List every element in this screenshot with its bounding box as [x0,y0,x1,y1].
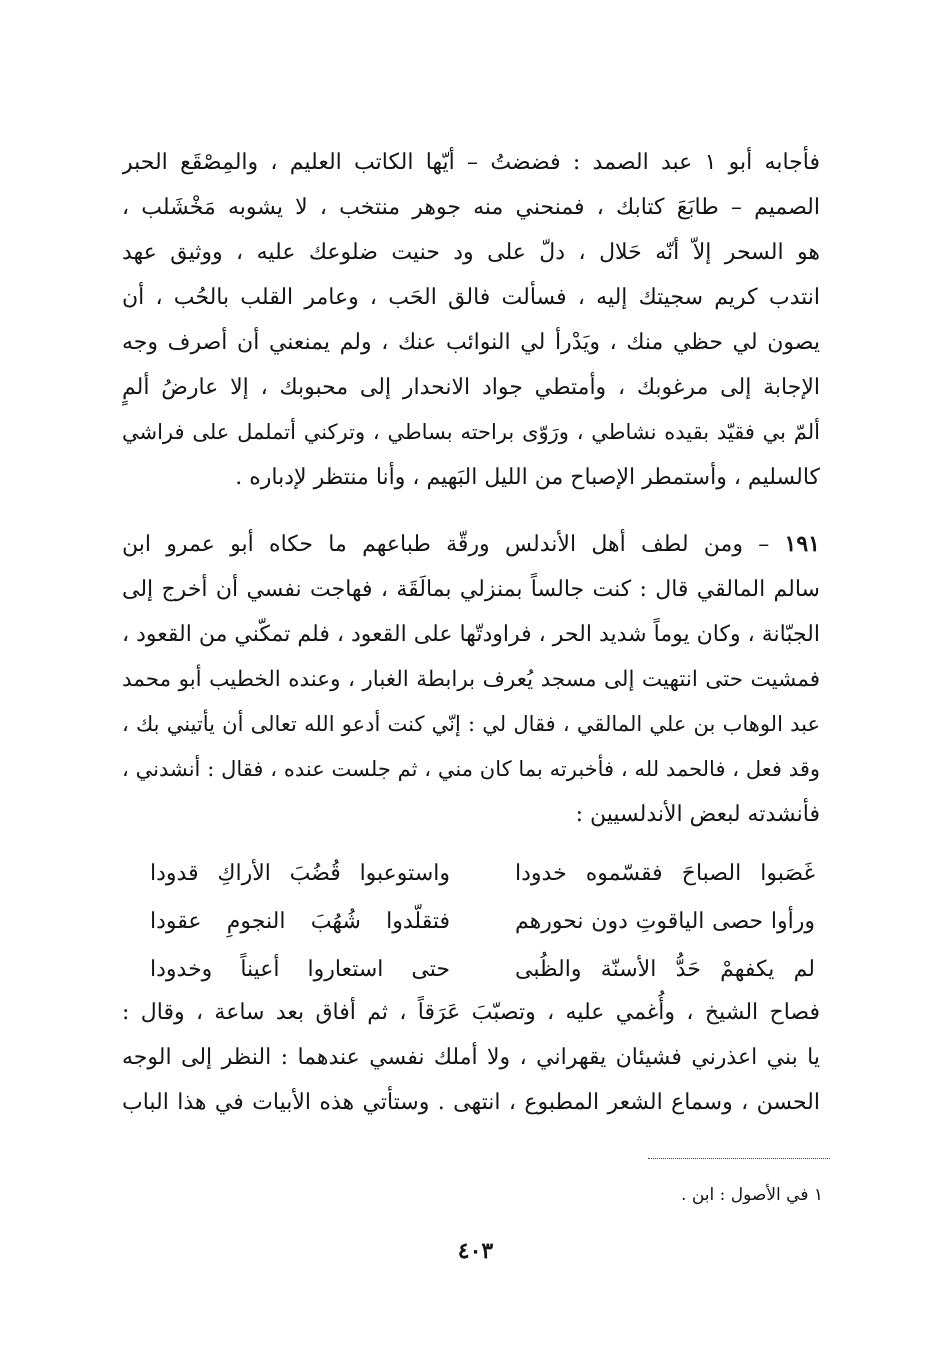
verse-first-half: لم يكفهمْ حَدُّ الأسنّة والظُبى [515,957,815,982]
text-line-body: – ومن لطف أهل الأندلس ورقّة طباعهم ما حكاه أبو عمرو ابن [122,532,770,557]
poem [150,850,815,994]
poem-verse [150,946,815,994]
text-line: يصون لي حظي منك ، ويَدْرأ لي النوائب عنك ، ولم يمنعني أن أصرف وجه [122,330,820,355]
text-line [122,522,820,567]
text-line: فصاح الشيخ ، وأُغمي عليه ، وتصبّبَ عَرَقاً ، ثم أفاق بعد ساعة ، وقال : [122,1000,820,1025]
footnote-divider [648,1158,830,1159]
text-line: فأجابه أبو ١ عبد الصمد : فضضتُ – أيّها الكاتب العليم ، والمِصْقَع الحبر [122,150,820,175]
page-number: ٤٠٣ [457,1238,494,1264]
text-line: كالسليم ، وأستمطر الإصباح من الليل البَهيم ، وأنا منتظر لإدباره . [235,465,820,490]
text-line: الصميم – طابَعَ كتابك ، فمنحني منه جوهر منتخب ، لا يشوبه مَخْشَلب ، [122,195,820,220]
paragraph-reply [122,140,820,500]
text-line: عبد الوهاب بن علي المالقي ، فقال لي : إنّي كنت أدعو الله تعالى أن يأتيني بك ، [122,712,820,736]
text-line: الحسن ، وسماع الشعر المطبوع ، انتهى . وستأتي هذه الأبيات في هذا الباب [122,1090,820,1115]
verse-second-half: واستوعبوا قُضُبَ الأراكِ قدودا [150,861,450,886]
text-line: يا بني اعذرني فشيئان يقهراني ، ولا أملك نفسي عندهما : النظر إلى الوجه [122,1045,820,1070]
poem-verse [150,898,815,946]
text-line: وقد فعل ، فالحمد لله ، فأخبرته بما كان مني ، ثم جلست عنده ، فقال : أنشدني ، [122,757,820,781]
text-line: فأنشدته لبعض الأندلسيين : [575,802,820,827]
text-line: سالم المالقي قال : كنت جالساً بمنزلي بمالَقَة ، فهاجت نفسي أن أخرج إلى [122,577,820,602]
verse-first-half: غَصَبوا الصباحَ فقسّموه خدودا [515,861,815,886]
paragraph-number: ١٩١ [784,531,820,557]
text-line: الإجابة إلى مرغوبك ، وأمتطي جواد الانحدار إلى محبوبك ، إلا عارضُ ألمٍ [122,375,820,400]
verse-second-half: حتى استعاروا أعيناً وخدودا [150,957,450,982]
verse-first-half: ورأوا حصى الياقوتِ دون نحورهم [515,909,815,934]
paragraph-closing [122,990,820,1125]
text-line: انتدب كريم سجيتك إليه ، فسألت فالق الحَب ، وعامر القلب بالحُب ، أن [122,285,820,310]
footnote: ١ في الأصول : ابن . [681,1185,823,1205]
verse-second-half: فتقلّدوا شُهُبَ النجومِ عقودا [150,909,450,934]
paragraph-191 [122,522,820,837]
text-line: فمشيت حتى انتهيت إلى مسجد يُعرف برابطة الغبار ، وعنده الخطيب أبو محمد [122,667,820,692]
text-line: ألمّ بي فقيّد بقيده نشاطي ، ورَوّى براحته بساطي ، وتركني أتململ على فراشي [122,420,820,444]
text-line: هو السحر إلاّ أنّه حَلال ، دلّ على ود حنيت ضلوعك عليه ، ووثيق عهد [122,240,820,265]
text-line: الجبّانة ، وكان يوماً شديد الحر ، فراودتّها على القعود ، فلم تمكّني من القعود ، [122,622,820,647]
poem-verse [150,850,815,898]
